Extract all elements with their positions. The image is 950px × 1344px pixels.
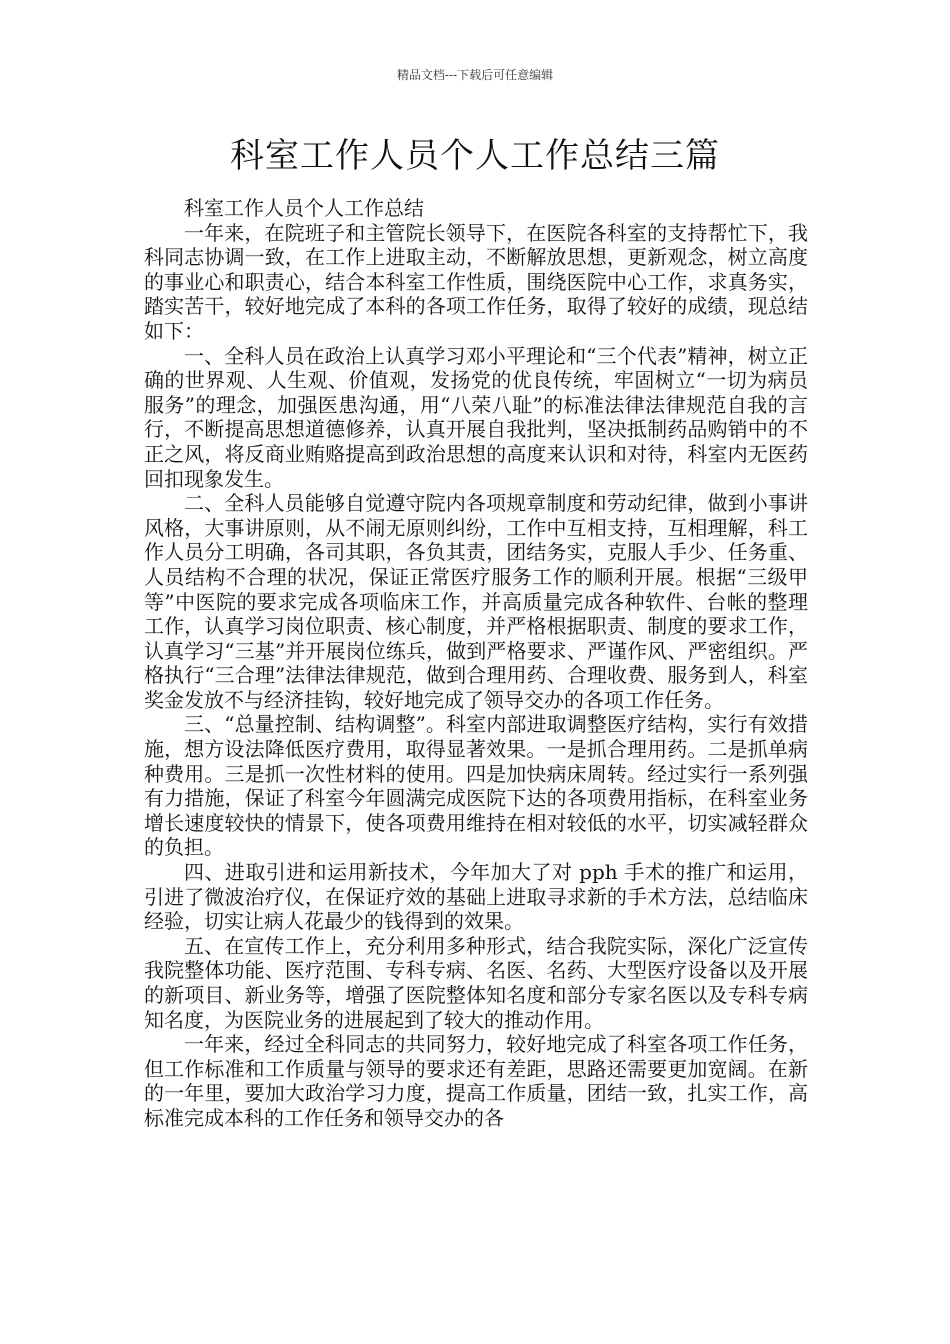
section-heading: 科室工作人员个人工作总结 <box>184 196 424 220</box>
paragraph-intro: 一年来，在院班子和主管院长领导下，在医院各科室的支持帮忙下，我科同志协调一致，在工作上进取主动，不断解放思想，更新观念，树立高度的事业心和职责心，结合本科室工作性质，围绕医院中心工作，求真务实，踏实苦干，较好地完成了本科的各项工作任务，取得了较好的成绩，现总结如下： <box>144 220 808 343</box>
paragraph-point-4: 四、进取引进和运用新技术，今年加大了对 pph 手术的推广和运用，引进了微波治疗仪，在保证疗效的基础上进取寻求新的手术方法，总结临床经验，切实让病人花最少的钱得到的效果。 <box>144 860 808 934</box>
document-title: 科室工作人员个人工作总结三篇 <box>230 136 720 176</box>
document-body <box>144 196 808 1131</box>
paragraph-point-2: 二、全科人员能够自觉遵守院内各项规章制度和劳动纪律，做到小事讲风格，大事讲原则，从不闹无原则纠纷，工作中互相支持，互相理解，科工作人员分工明确，各司其职，各负其责，团结务实，克服人手少、任务重、人员结构不合理的状况，保证正常医疗服务工作的顺利开展。根据“三级甲等”中医院的要求完成各项临床工作，并高质量完成各种软件、台帐的整理工作，认真学习岗位职责、核心制度，并严格根据职责、制度的要求工作，认真学习“三基”并开展岗位练兵，做到严格要求、严谨作风、严密组织。严格执行“三合理”法律法律规范，做到合理用药、合理收费、服务到人，科室奖金发放不与经济挂钩，较好地完成了领导交办的各项工作任务。 <box>144 491 808 712</box>
paragraph-point-1: 一、全科人员在政治上认真学习邓小平理论和“三个代表”精神，树立正确的世界观、人生观、价值观，发扬党的优良传统，牢固树立“一切为病员服务”的理念，加强医患沟通，用“八荣八耻”的标准法律法律规范自我的言行，不断提高思想道德修养，认真开展自我批判，坚决抵制药品购销中的不正之风，将反商业贿赂提高到政治思想的高度来认识和对待，科室内无医药回扣现象发生。 <box>144 343 808 491</box>
paragraph-conclusion: 一年来，经过全科同志的共同努力，较好地完成了科室各项工作任务，但工作标准和工作质量与领导的要求还有差距，思路还需要更加宽阔。在新的一年里，要加大政治学习力度，提高工作质量，团结一致，扎实工作，高标准完成本科的工作任务和领导交办的各 <box>144 1032 808 1130</box>
paragraph-point-5: 五、在宣传工作上，充分利用多种形式，结合我院实际，深化广泛宣传我院整体功能、医疗范围、专科专病、名医、名药、大型医疗设备以及开展的新项目、新业务等，增强了医院整体知名度和部分专家名医以及专科专病知名度，为医院业务的进展起到了较大的推动作用。 <box>144 933 808 1032</box>
header-note: 精品文档---下载后可任意编辑 <box>396 68 554 82</box>
paragraph-point-3: 三、“总量控制、结构调整”。科室内部进取调整医疗结构，实行有效措施，想方设法降低医疗费用，取得显著效果。一是抓合理用药。二是抓单病种费用。三是抓一次性材料的使用。四是加快病床周转。经过实行一系列强有力措施，保证了科室今年圆满完成医院下达的各项费用指标，在科室业务增长速度较快的情景下，使各项费用维持在相对较低的水平，切实减轻群众的负担。 <box>144 712 808 860</box>
